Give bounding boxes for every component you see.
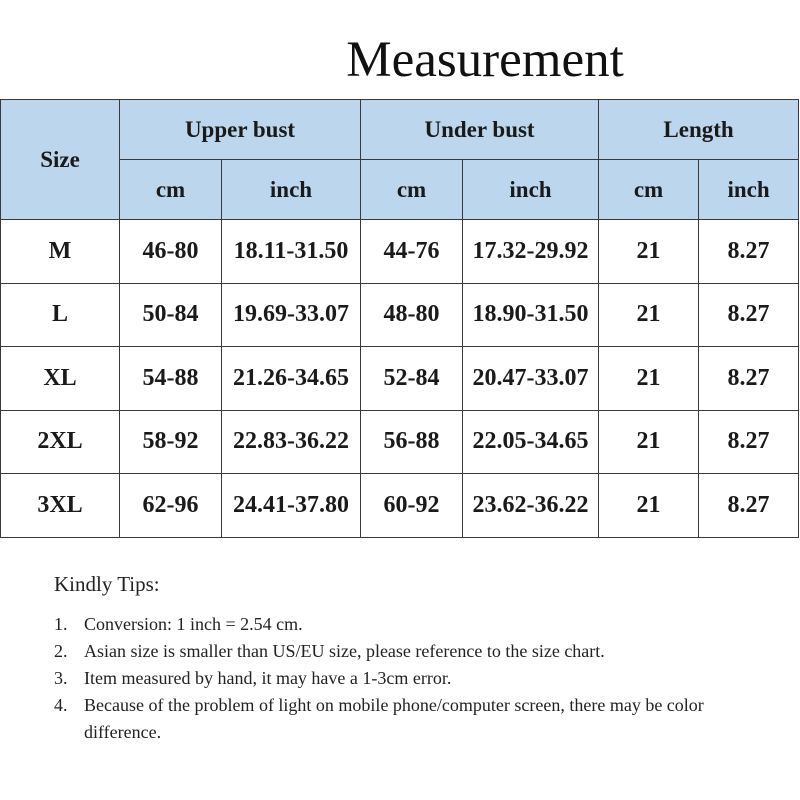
upper-bust-inch-cell: 24.41-37.80: [222, 474, 361, 538]
length-cm-cell: 21: [599, 410, 699, 474]
under-bust-inch-cell: 22.05-34.65: [463, 410, 599, 474]
length-cm-cell: 21: [599, 283, 699, 347]
size-cell: 3XL: [1, 474, 120, 538]
unit-header-inch: inch: [463, 160, 599, 220]
table-row: [1, 474, 799, 538]
length-cm-cell: 21: [599, 347, 699, 411]
size-cell: 2XL: [1, 410, 120, 474]
under-bust-cm-cell: 48-80: [361, 283, 463, 347]
tip-text: Conversion: 1 inch = 2.54 cm.: [84, 614, 303, 634]
under-bust-cm-cell: 52-84: [361, 347, 463, 411]
under-bust-inch-cell: 18.90-31.50: [463, 283, 599, 347]
unit-header-cm: cm: [120, 160, 222, 220]
length-inch-cell: 8.27: [699, 410, 799, 474]
list-item: [54, 692, 774, 746]
size-cell: M: [1, 220, 120, 284]
upper-bust-inch-cell: 22.83-36.22: [222, 410, 361, 474]
size-chart-table: [0, 99, 799, 538]
table-row: [1, 220, 799, 284]
page-title: Measurement: [346, 32, 624, 88]
kindly-tips: [54, 572, 774, 746]
list-item: [54, 665, 774, 692]
length-cm-cell: 21: [599, 474, 699, 538]
under-bust-cm-cell: 44-76: [361, 220, 463, 284]
tips-title: Kindly Tips:: [54, 572, 160, 596]
tip-text: Asian size is smaller than US/EU size, please reference to the size chart.: [84, 641, 605, 661]
tip-text: Item measured by hand, it may have a 1-3cm error.: [84, 668, 452, 688]
table-row: [1, 410, 799, 474]
tips-list: [54, 611, 774, 746]
under-bust-inch-cell: 17.32-29.92: [463, 220, 599, 284]
length-header: Length: [599, 100, 799, 160]
unit-header-inch: inch: [699, 160, 799, 220]
tip-number: 3.: [54, 668, 68, 688]
under-bust-cm-cell: 60-92: [361, 474, 463, 538]
size-cell: L: [1, 283, 120, 347]
table-row: [1, 283, 799, 347]
upper-bust-inch-cell: 21.26-34.65: [222, 347, 361, 411]
under-bust-cm-cell: 56-88: [361, 410, 463, 474]
length-inch-cell: 8.27: [699, 283, 799, 347]
size-column-header: Size: [1, 100, 120, 220]
unit-header-cm: cm: [599, 160, 699, 220]
upper-bust-cm-cell: 58-92: [120, 410, 222, 474]
list-item: [54, 611, 774, 638]
table-row: [1, 347, 799, 411]
upper-bust-cm-cell: 46-80: [120, 220, 222, 284]
length-inch-cell: 8.27: [699, 474, 799, 538]
under-bust-header: Under bust: [361, 100, 599, 160]
tip-text: Because of the problem of light on mobile phone/computer screen, there may be color difference.: [84, 695, 704, 742]
tip-number: 4.: [54, 695, 68, 715]
upper-bust-inch-cell: 19.69-33.07: [222, 283, 361, 347]
unit-header-inch: inch: [222, 160, 361, 220]
upper-bust-inch-cell: 18.11-31.50: [222, 220, 361, 284]
under-bust-inch-cell: 23.62-36.22: [463, 474, 599, 538]
header-row-units: [1, 160, 799, 220]
upper-bust-header: Upper bust: [120, 100, 361, 160]
tip-number: 1.: [54, 614, 68, 634]
under-bust-inch-cell: 20.47-33.07: [463, 347, 599, 411]
length-inch-cell: 8.27: [699, 347, 799, 411]
upper-bust-cm-cell: 50-84: [120, 283, 222, 347]
length-cm-cell: 21: [599, 220, 699, 284]
unit-header-cm: cm: [361, 160, 463, 220]
tip-number: 2.: [54, 641, 68, 661]
upper-bust-cm-cell: 62-96: [120, 474, 222, 538]
length-inch-cell: 8.27: [699, 220, 799, 284]
size-cell: XL: [1, 347, 120, 411]
upper-bust-cm-cell: 54-88: [120, 347, 222, 411]
header-row-groups: [1, 100, 799, 160]
list-item: [54, 638, 774, 665]
